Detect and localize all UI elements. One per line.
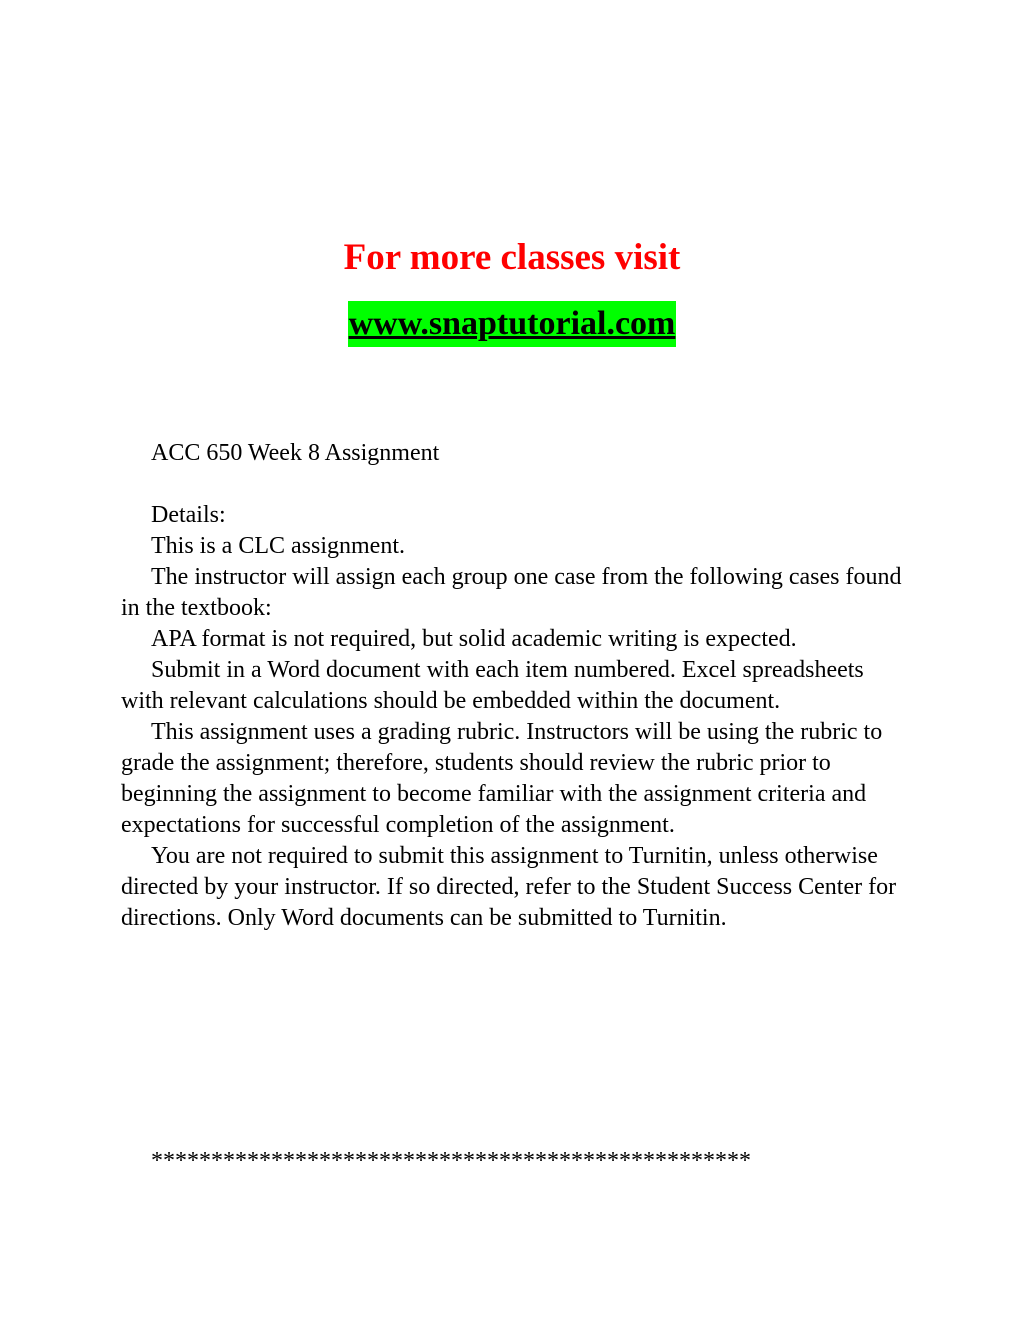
paragraph-instructor-cases: The instructor will assign each group one case from the following cases found in the textbook: [121,564,902,621]
link-container [0,301,1024,347]
paragraph-submit-word: Submit in a Word document with each item numbered. Excel spreadsheets with relevant calculations should be embedded within the document. [121,657,864,714]
assignment-title-text: ACC 650 Week 8 Assignment [151,440,440,466]
separator-stars: ************************************************** [151,1148,751,1174]
details-section [121,500,911,934]
snaptutorial-link[interactable]: www.snaptutorial.com [348,301,677,347]
details-label: Details: [151,502,226,528]
paragraph-clc: This is a CLC assignment. [151,533,405,559]
paragraph-apa-format: APA format is not required, but solid academic writing is expected. [151,626,797,652]
assignment-title [121,438,911,469]
page-heading: For more classes visit [343,237,681,278]
paragraph-grading-rubric: This assignment uses a grading rubric. Instructors will be using the rubric to grade the assignment; therefore, students should review the rubric prior to beginning the assignment to become familiar with the assignment criteria and expectations for successful completion of the assignment. [121,719,883,838]
paragraph-turnitin: You are not required to submit this assignment to Turnitin, unless otherwise directed by your instructor. If so directed, refer to the Student Success Center for directions. Only Word documents can be submitted to Turnitin. [121,843,897,931]
